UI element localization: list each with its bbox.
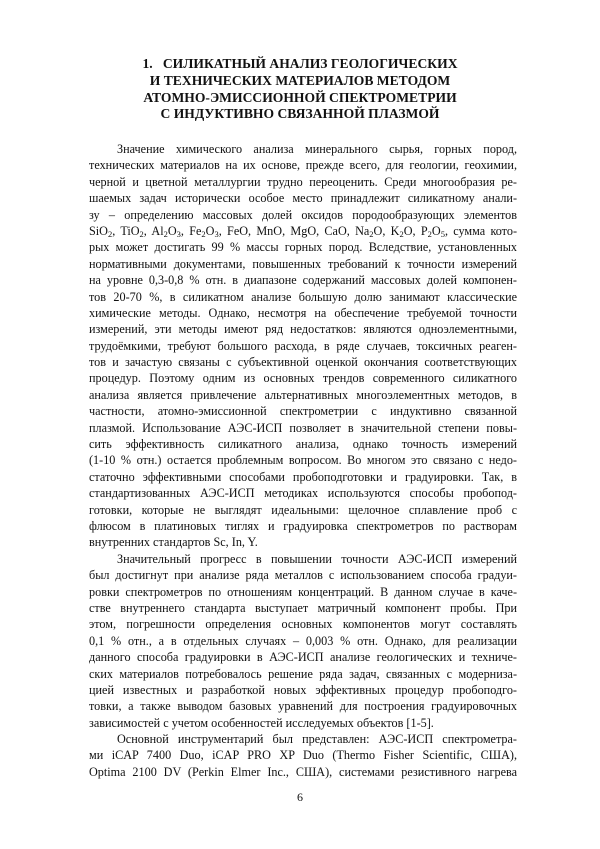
text-line: рых может достигать 99 % массы горных пород. Вследствие, установленных (89, 240, 517, 255)
text-line: стве внутреннего стандарта выступает матричный компонент пробы. При (89, 600, 517, 615)
text-line: стандартизованных АЭС-ИСП методиках используются способы пробопод- (89, 486, 517, 501)
text-line: технических материалов на их основе, прежде всего, для геологии, геохимии, (89, 158, 517, 173)
text-line: статочно эффективными способами пробоподготовки и градуировки. Так, в (89, 469, 517, 484)
text-line: 0,1 % отн., а в отдельных случаях – 0,003 % отн. Однако, для реализации (89, 633, 517, 648)
text-line: черной и цветной металлургии трудно переоценить. Среди многообразия ре- (89, 174, 517, 189)
text-line: тов и зачастую связаны с субъективной оценкой окончания соответствующих (89, 355, 517, 370)
text-line: внутренних стандартов Sc, In, Y. (89, 535, 258, 550)
text-line: Значение химического анализа минерального сырья, горных пород, (117, 142, 517, 156)
text-line: товки, а также выводом базовых уравнений для построения градуировочных (89, 699, 517, 714)
text-line: ровки спектрометров по отношениям концентраций. В данном случае в каче- (89, 584, 517, 599)
text-line: тов 20-70 %, в силикатном анализе большую долю занимают классические (89, 289, 517, 304)
text-line: зу – определению массовых долей оксидов породообразующих элементов (89, 207, 517, 222)
body-text (89, 141, 517, 780)
title-line: И ТЕХНИЧЕСКИХ МАТЕРИАЛОВ МЕТОДОМ (149, 72, 451, 88)
text-line: готовки, которые не выглядят идеальными: щелочное сплавление проб с (89, 502, 517, 517)
title-line: С ИНДУКТИВНО СВЯЗАННОЙ ПЛАЗМОЙ (160, 106, 440, 122)
page-number: 6 (297, 790, 303, 804)
text-line: измерений, эти методы имеют ряд недостатков: являются одноэлементными, (89, 322, 517, 337)
text-line: флюсом в платиновых тиглях и градуировка спектрометров по растворам (89, 518, 517, 533)
text-line: Значительный прогресс в повышении точности АЭС-ИСП измерений (117, 551, 517, 566)
text-line: Optima 2100 DV (Perkin Elmer Inc., США), системами резистивного нагрева (89, 764, 517, 779)
text-line: химические методы. Однако, несмотря на обеспечение требуемой точности (89, 305, 517, 320)
text-line: данного способа градуировки в АЭС-ИСП анализе геологических и техниче- (89, 650, 517, 665)
title-line: 1. СИЛИКАТНЫЙ АНАЛИЗ ГЕОЛОГИЧЕСКИХ (142, 56, 458, 71)
title-line: АТОМНО-ЭМИССИОННОЙ СПЕКТРОМЕТРИИ (143, 89, 457, 105)
text-line: зависимостей с учетом особенностей исследуемых объектов [1-5]. (89, 715, 434, 730)
text-line: на уровне 0,3-0,8 % отн. в диапазоне содержаний массовых долей компонен- (89, 273, 517, 288)
text-line: плазмой. Использование АЭС-ИСП позволяет в значительной степени повы- (89, 420, 517, 435)
text-line: анализа является привлечение альтернативных многоэлементных методов, в (89, 387, 517, 402)
text-line: ми iCAP 7400 Duo, iCAP PRO XP Duo (Thermo Fisher Scientific, США), (89, 748, 517, 763)
text-line: этом, погрешности определения основных компонентов могут составлять (89, 617, 517, 632)
text-line: шаемых задач исторически особое место принадлежит силикатному анали- (89, 191, 517, 206)
text-line: ских материалов потребовалось решение ряда задач, связанных с модерниза- (89, 666, 517, 681)
text-line: процедур. Поэтому одним из основных трендов современного силикатного (89, 371, 517, 386)
text-line: сить эффективность силикатного анализа, однако точность измерений (89, 437, 517, 452)
text-line: (1-10 % отн.) остается проблемным вопросом. Во многом это связано с недо- (89, 453, 517, 468)
text-line: цией известных и разработкой новых эффективных процедур пробоподго- (89, 682, 517, 697)
text-line: частности, атомно-эмиссионной спектрометрии с индуктивно связанной (89, 404, 517, 419)
text-line: был достигнут при анализе ряда металлов с использованием способа градуи- (89, 568, 517, 583)
text-line: нормативными документами, повышенных требований к точности измерений (89, 256, 517, 271)
oxide-formula-line: SiO$_2$, TiO$_2$, $Al_2O_3$, $Fe_2O_3$, FeO, MnO, MgO, CaO, $Na_2O$, $K_2O$, $P_2O_5$, сумма кото- (89, 223, 517, 239)
text-line: Основной инструментарий был представлен: АЭС-ИСП спектрометра- (117, 732, 517, 747)
text-line: трудоёмкими, требуют большого расхода, в ряде случаев, токсичных реаген- (89, 338, 517, 353)
chapter-title (80, 56, 520, 123)
